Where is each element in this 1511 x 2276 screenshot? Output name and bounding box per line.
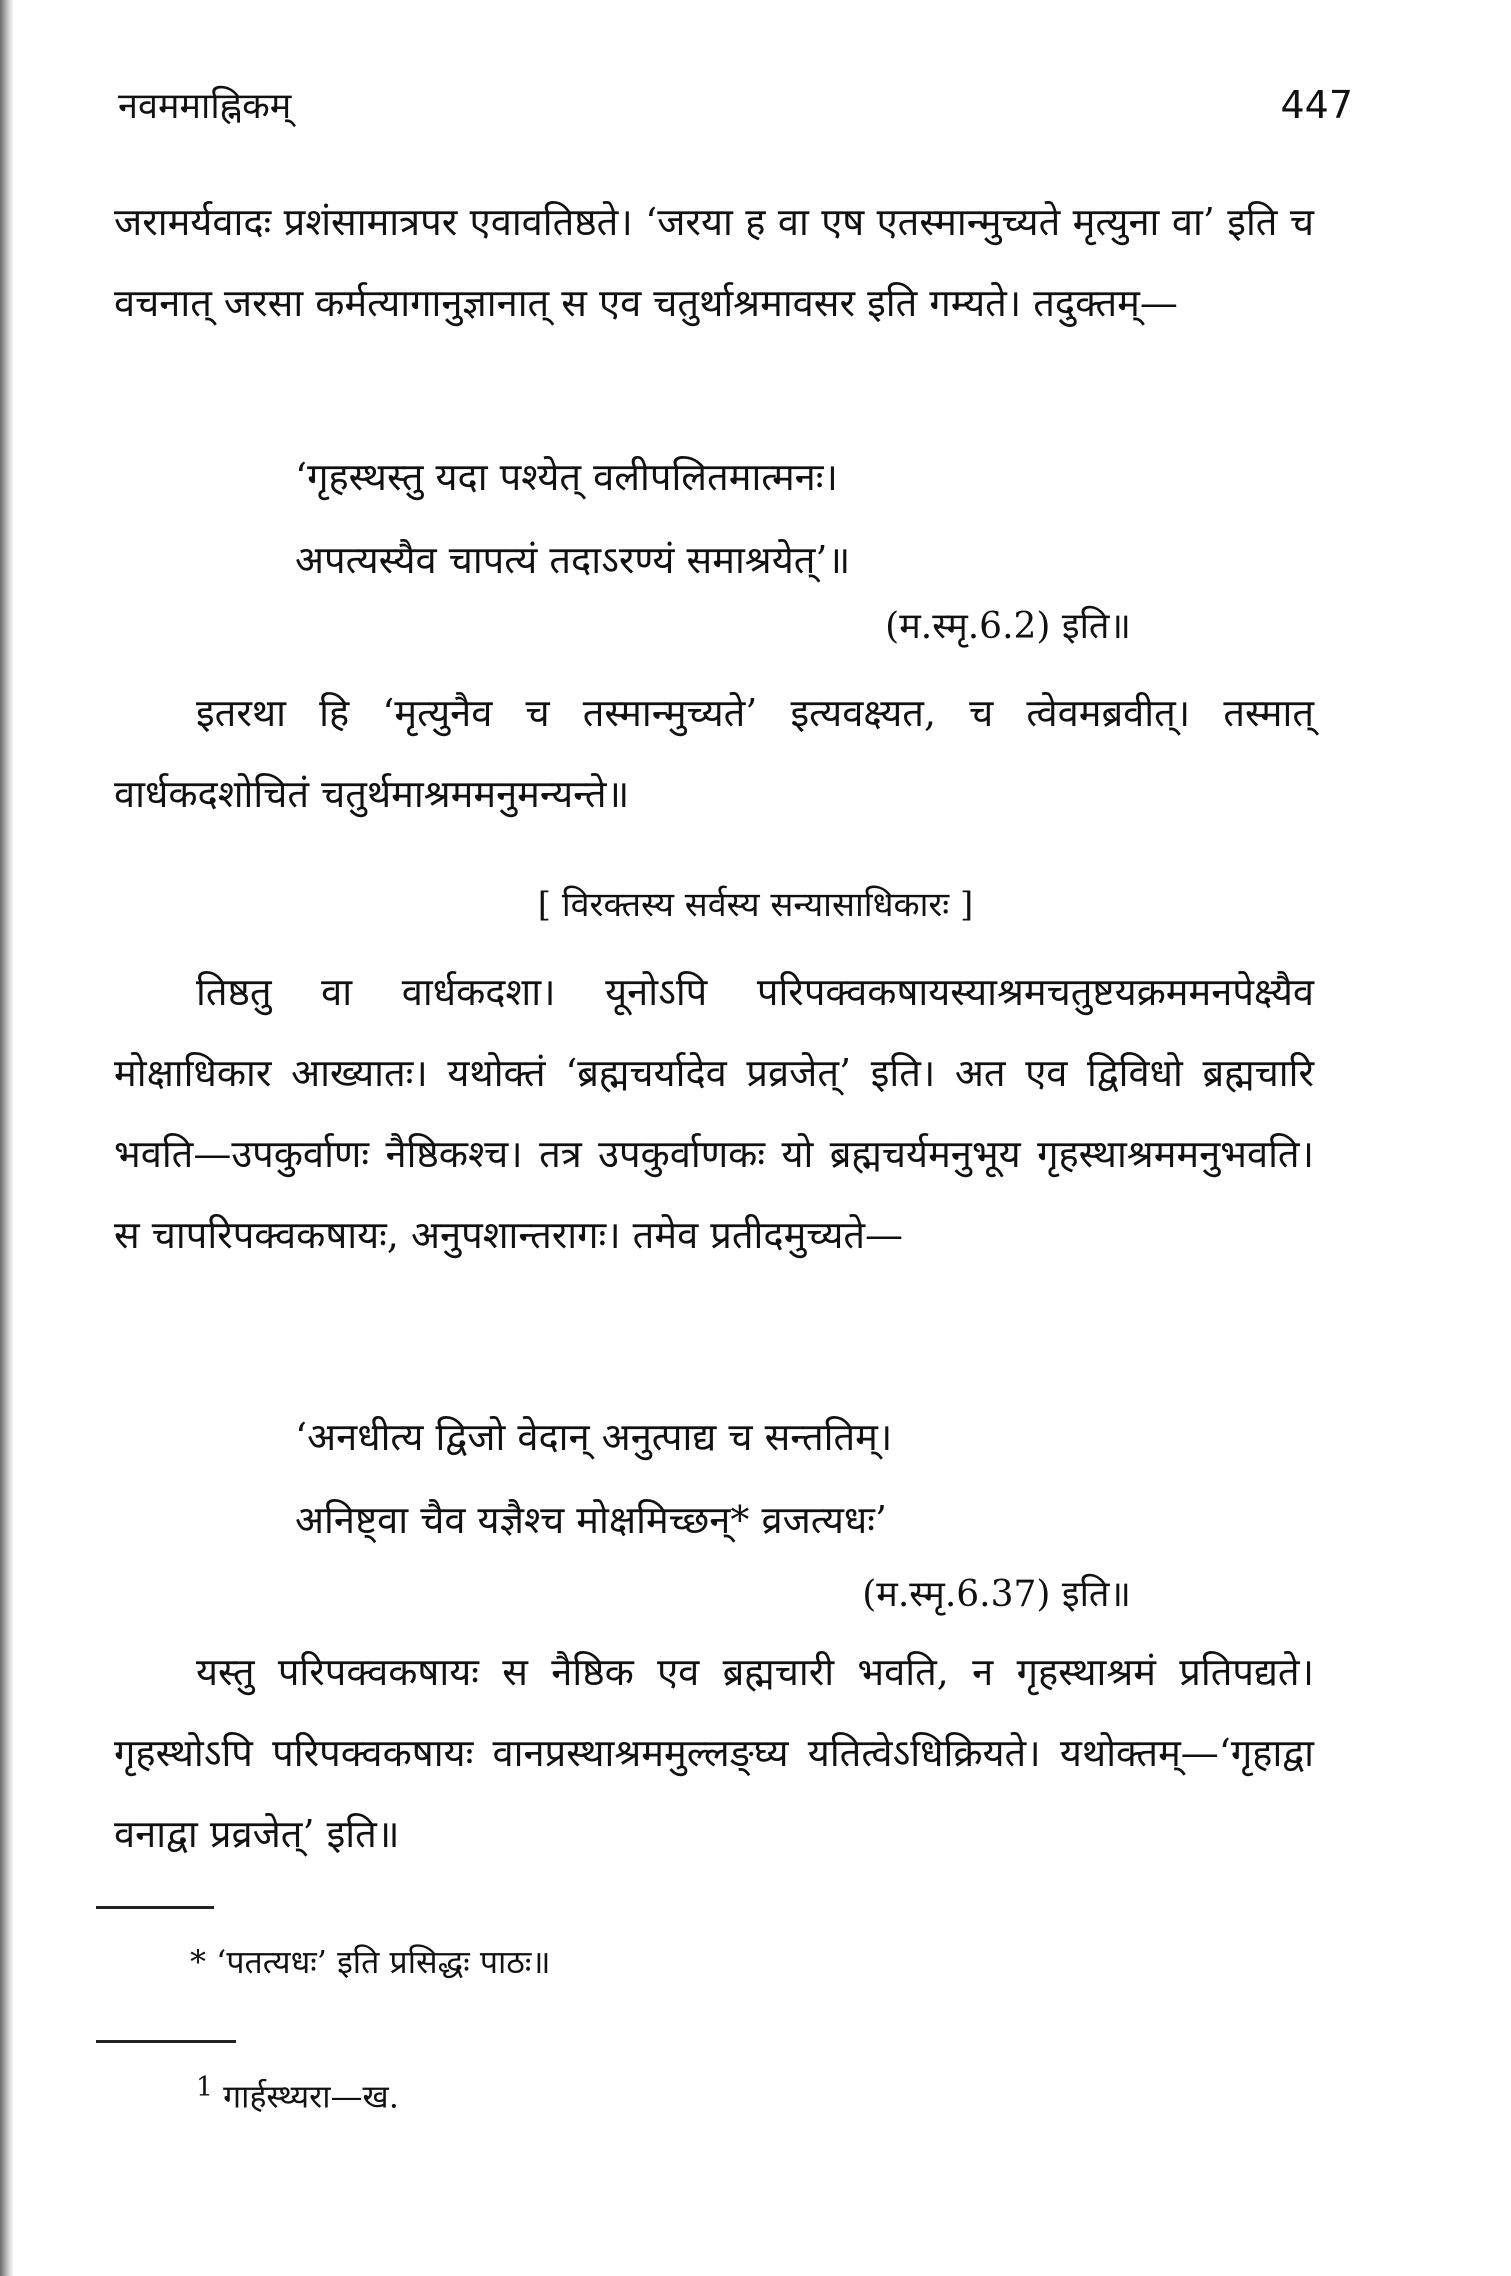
verse-2-line-2: अनिष्ट्वा चैव यज्ञैश्च मोक्षमिच्छन्* व्रजत्यधः’ [295, 1498, 887, 1542]
paragraph-3: तिष्ठतु वा वार्धकदशा। यूनोऽपि परिपक्वकषायस्याश्रमचतुष्टयक्रममनपेक्ष्यैव मोक्षाधिकार आख्यातः। यथोक्तं ‘ब्रह्मचर्यादेव प्रव्रजेत्’ इति। अत एव द्विविधो ब्रह्मचारि भवति—उपकुर्वाणः नैष्ठिकश्च। तत्र उपकुर्वाणकः यो ब्रह्मचर्यमनुभूय गृहस्थाश्रममनुभवति। स चापरिपक्वकषायः, अनुपशान्तरागः। तमेव प्रतीदमुच्यते— [114, 970, 1314, 1257]
running-head [118, 80, 1353, 129]
footnote-1-text: गार्हस्थ्यरा—ख. [223, 2077, 399, 2116]
verse-1-line-2: अपत्यस्यैव चापत्यं तदाऽरण्यं समाश्रयेत्’॥ [295, 538, 851, 582]
footnote-1-marker: 1 [196, 2072, 213, 2103]
section-heading: [ विरक्तस्य सर्वस्य सन्यासाधिकारः ] [537, 885, 974, 925]
verse-1 [295, 436, 1295, 602]
footnote-1 [196, 2072, 399, 2118]
paragraph-4: यस्तु परिपक्वकषायः स नैष्ठिक एव ब्रह्मचारी भवति, न गृहस्थाश्रमं प्रतिपद्यते। गृहस्थोऽपि परिपक्वकषायः वानप्रस्थाश्रममुल्लङ्घ्य यतित्वेऽधिक्रियते। यथोक्तम्—‘गृहाद्वा वनाद्वा प्रव्रजेत्’ इति॥ [114, 1650, 1314, 1856]
footnote-star: * ‘पतत्यधः’ इति प्रसिद्धः पाठः॥ [190, 1943, 551, 1981]
page-edge-shadow [0, 0, 14, 2276]
citation-1: (म.स्मृ.6.2) इति॥ [885, 606, 1131, 647]
footnote-rule-1 [96, 1906, 214, 1909]
verse-2 [295, 1396, 1295, 1562]
verse-2-line-1: ‘अनधीत्य द्विजो वेदान् अनुत्पाद्य च सन्ततिम्। [295, 1415, 893, 1459]
paragraph-1: जरामर्यवादः प्रशंसामात्रपर एवावतिष्ठते। ‘जरया ह वा एष एतस्मान्मुच्यते मृत्युना वा’ इति च वचनात् जरसा कर्मत्यागानुज्ञानात् स एव चतुर्थाश्रमावसर इति गम्यते। तदुक्तम्— [114, 200, 1314, 325]
paragraph-2: इतरथा हि ‘मृत्युनैव च तस्मान्मुच्यते’ इत्यवक्ष्यत, च त्वेवमब्रवीत्। तस्मात् वार्धकदशोचितं चतुर्थमाश्रममनुमन्यन्ते॥ [114, 691, 1314, 816]
page-number: 447 [1280, 83, 1353, 127]
footnote-rule-2 [96, 2040, 236, 2043]
chapter-title: नवममाह्निकम् [118, 86, 292, 127]
citation-2: (म.स्मृ.6.37) इति॥ [862, 1574, 1131, 1615]
verse-1-line-1: ‘गृहस्थस्तु यदा पश्येत् वलीपलितमात्मनः। [295, 455, 838, 499]
